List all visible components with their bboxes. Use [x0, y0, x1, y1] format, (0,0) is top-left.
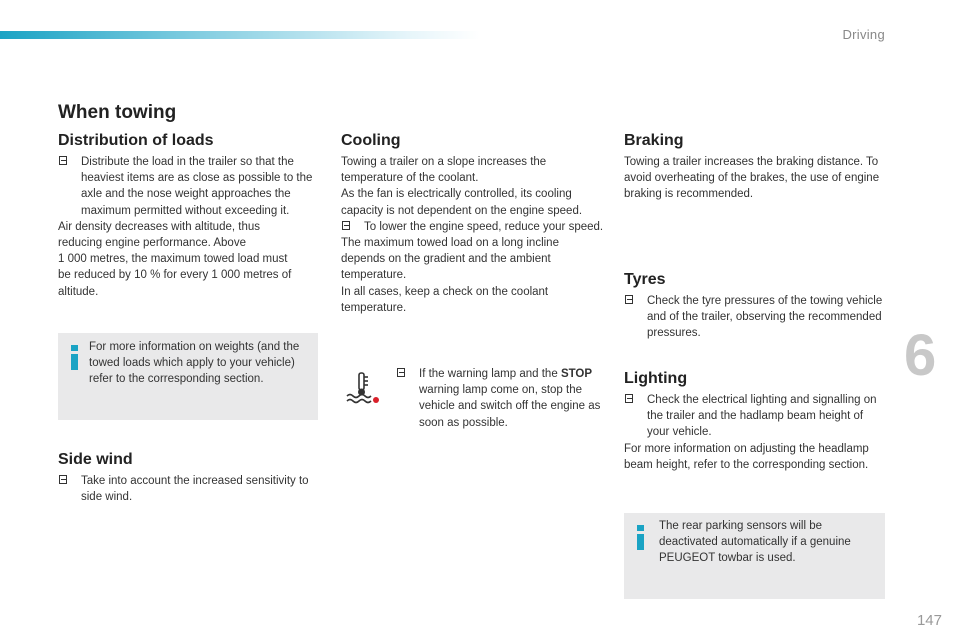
checkbox-bullet-icon	[59, 475, 67, 484]
info-icon	[636, 525, 646, 551]
distribution-line: reducing engine performance. Above	[58, 237, 246, 250]
cooling-line: temperature of the coolant.	[341, 172, 479, 185]
page-number: 147	[916, 612, 942, 629]
lighting-bullet: Check the electrical lighting and signalling on the trailer and the hadlamp beam height of your vehicle.	[624, 392, 886, 441]
distribution-bullet: Distribute the load in the trailer so that the heaviest items are as close as possible to the axle and the nose weight approaches the maximum permitted without exceeding it.	[58, 154, 320, 219]
distribution-line: altitude.	[58, 285, 99, 298]
heading-side-wind: Side wind	[58, 451, 133, 468]
checkbox-bullet-icon	[342, 221, 350, 230]
info-text-weights: For more information on weights (and the towed loads which apply to your vehicle) refer to the corresponding section.	[89, 341, 300, 386]
heading-distribution-of-loads: Distribution of loads	[58, 132, 214, 149]
cooling-line: depends on the gradient and the ambient	[341, 253, 551, 266]
cooling-line: The maximum towed load on a long incline	[341, 237, 559, 250]
tyres-bullet: Check the tyre pressures of the towing vehicle and of the trailer, observing the recommended pressures.	[624, 293, 886, 342]
lighting-body	[624, 392, 886, 473]
cooling-line: In all cases, keep a check on the coolant	[341, 285, 549, 298]
header-gradient-bar	[0, 31, 480, 39]
info-text-parking-sensors: The rear parking sensors will be deactivated automatically if a genuine PEUGEOT towbar is used.	[659, 520, 851, 565]
checkbox-bullet-icon	[625, 295, 633, 304]
cooling-line: temperature.	[341, 269, 407, 282]
cooling-bullet: To lower the engine speed, reduce your speed.	[341, 219, 606, 235]
distribution-line: 1 000 metres, the maximum towed load must	[58, 253, 288, 266]
cooling-warning	[396, 366, 601, 431]
heading-tyres: Tyres	[624, 271, 666, 288]
side-wind-body	[58, 473, 320, 505]
braking-text: Towing a trailer increases the braking distance. To avoid overheating of the brakes, the use of engine braking is recommended.	[624, 156, 880, 201]
cooling-body	[341, 154, 606, 316]
distribution-body	[58, 154, 320, 300]
checkbox-bullet-icon	[625, 394, 633, 403]
heading-lighting: Lighting	[624, 370, 688, 387]
chapter-number: 6	[904, 323, 937, 388]
checkbox-bullet-icon	[59, 156, 67, 165]
cooling-warning-bullet: If the warning lamp and the STOP warning lamp come on, stop the vehicle and switch off the engine as soon as possible.	[396, 366, 601, 431]
stop-label: STOP	[560, 368, 593, 380]
distribution-line: Air density decreases with altitude, thus	[58, 220, 260, 233]
cooling-line: Towing a trailer on a slope increases the	[341, 156, 547, 168]
page-title: When towing	[58, 102, 177, 123]
info-box-parking-sensors	[624, 513, 885, 599]
cooling-line: As the fan is electrically controlled, its cooling	[341, 188, 572, 201]
distribution-line: be reduced by 10 % for every 1 000 metres of	[58, 269, 292, 282]
info-icon	[70, 345, 80, 371]
heading-braking: Braking	[624, 132, 684, 149]
lighting-text: For more information on adjusting the headlamp beam height, refer to the corresponding section.	[624, 442, 869, 471]
section-label: Driving	[842, 27, 885, 42]
heading-cooling: Cooling	[341, 132, 401, 149]
red-dot-icon	[373, 397, 379, 403]
tyres-body	[624, 293, 886, 342]
checkbox-bullet-icon	[397, 368, 405, 377]
info-box-weights	[58, 333, 318, 420]
coolant-temperature-warning-icon	[344, 370, 380, 406]
side-wind-bullet: Take into account the increased sensitivity to side wind.	[58, 473, 320, 505]
cooling-line: capacity is not dependent on the engine speed.	[341, 204, 583, 217]
cooling-line: temperature.	[341, 301, 407, 314]
